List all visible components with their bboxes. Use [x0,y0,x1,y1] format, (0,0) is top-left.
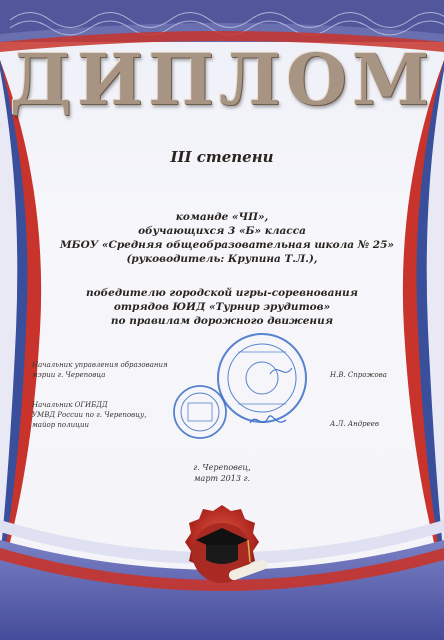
award-line: обучающихся 3 «Б» класса [138,225,306,237]
position-line: мэрии г. Череповца [32,371,106,379]
position-line: УМВД России по г. Череповцу, [32,411,147,419]
award-line: команде «ЧП», [175,211,269,223]
award-reason [60,286,384,328]
award-line: (руководитель: Крупина Т.Л.), [126,253,318,265]
award-line: МБОУ «Средняя общеобразовательная школа № 25» [60,239,394,251]
signatory-name-2: А.Л. Андреев [330,420,380,428]
traffic-police-stamp [174,386,226,438]
reason-line: по правилам дорожного движения [110,315,334,327]
award-recipient [60,210,394,266]
reason-line: отрядов ЮИД «Турнир эрудитов» [113,301,331,313]
signatory-name-1: Н.В. Спрожова [330,371,387,379]
degree-heading: III степени [170,148,274,166]
signatory-position-1 [32,360,168,380]
signature-sprozhova [270,368,292,374]
position-line: Начальник управления образования [32,361,168,369]
reason-line: победителю городской игры-соревнования [85,287,359,299]
signatory-position-2 [32,400,146,430]
position-line: Начальник ОГИБДД [32,401,108,409]
place-text: г. Череповец, [193,463,251,472]
place-and-date [60,462,384,484]
position-line: майор полиции [32,421,89,429]
official-stamp [218,334,306,422]
date-text: март 2013 г. [193,474,251,483]
diploma-title: ДИПЛОМ [9,38,435,121]
